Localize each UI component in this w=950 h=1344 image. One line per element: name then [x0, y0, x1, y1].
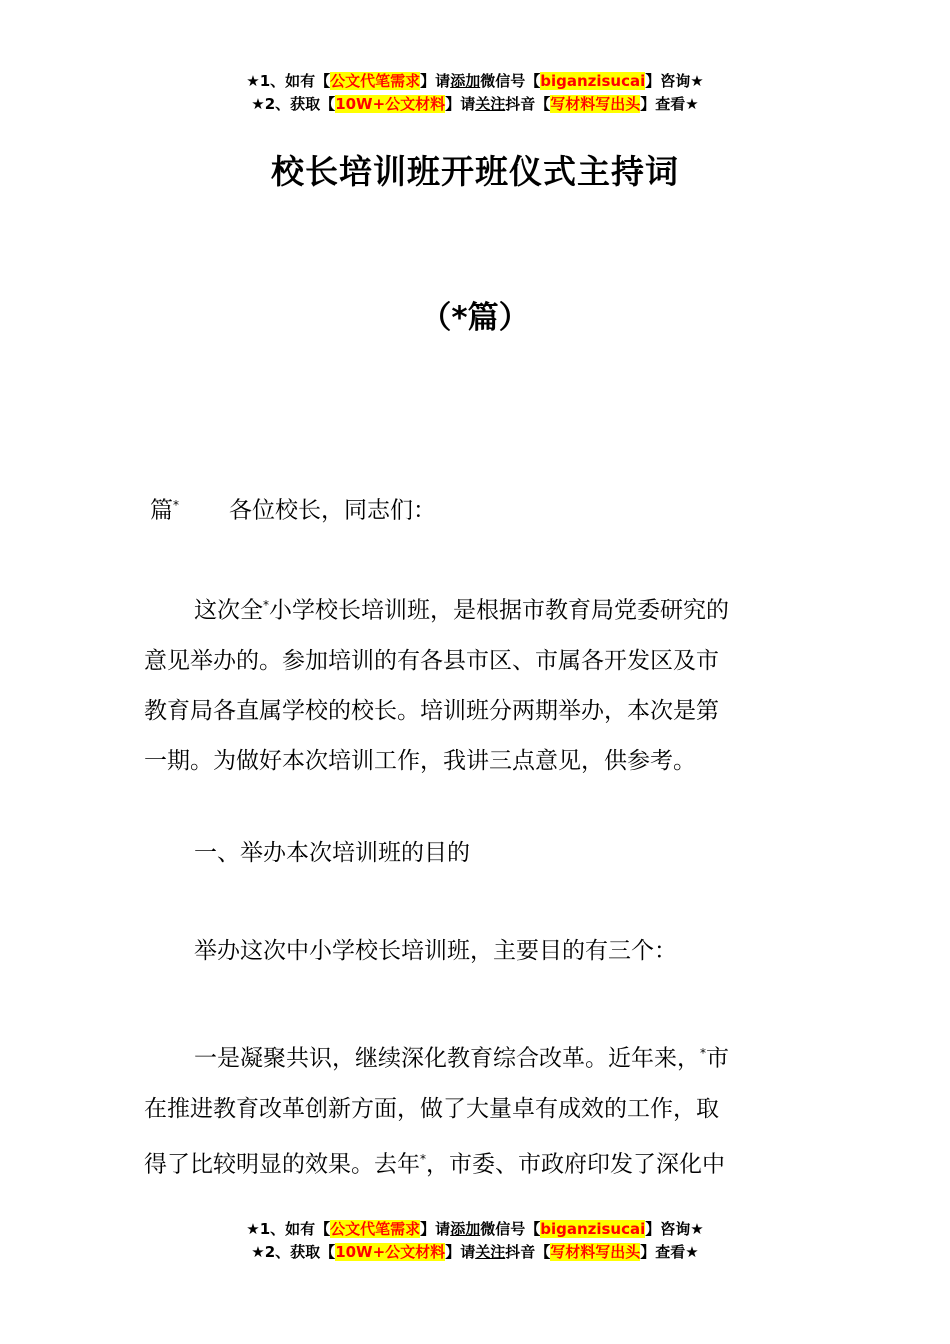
banner-line-1	[0, 70, 950, 93]
text-run: ，市委、市政府印发了深化中	[426, 1151, 725, 1178]
banner-text: 抖音【	[505, 1243, 551, 1261]
greeting-text: 各位校长，同志们：	[229, 497, 436, 524]
text-run: 小学校长培训班，是根据市教育局党委研究的	[269, 597, 729, 624]
document-title: 校长培训班开班仪式主持词	[271, 152, 679, 191]
text-run: 这次全	[194, 597, 263, 624]
banner-line-2	[0, 1241, 950, 1264]
banner-text: ★1、如有【	[246, 1220, 331, 1238]
banner-text: 】请	[445, 1243, 476, 1261]
banner-highlight: 公文代笔需求	[330, 72, 421, 90]
banner-text: 】请	[420, 72, 451, 90]
banner-text: ★2、获取【	[251, 95, 336, 113]
paragraph-line: 一期。为做好本次培训工作，我讲三点意见，供参考。	[144, 747, 696, 774]
banner-text: 抖音【	[505, 95, 551, 113]
paragraph-1	[144, 580, 808, 786]
star-mark: *	[263, 598, 269, 612]
paragraph-2: 举办这次中小学校长培训班，主要目的有三个：	[194, 938, 677, 964]
banner-wechat-id: biganzisucai	[540, 1220, 646, 1238]
top-banner	[0, 70, 950, 116]
banner-underlined: 关注	[475, 95, 506, 113]
greeting	[150, 480, 814, 536]
banner-text: 】查看★	[640, 95, 699, 113]
banner-highlight: 10W+公文材料	[335, 1243, 446, 1261]
banner-text: 】咨询★	[645, 1220, 704, 1238]
document-subtitle: （*篇）	[420, 300, 530, 336]
banner-highlight: 10W+公文材料	[335, 95, 446, 113]
banner-text: ★1、如有【	[246, 72, 331, 90]
banner-highlight: 公文代笔需求	[330, 1220, 421, 1238]
banner-text: 】请	[445, 95, 476, 113]
paragraph-line	[144, 1028, 808, 1084]
banner-douyin-id: 写材料写出头	[550, 95, 641, 113]
bottom-banner	[0, 1218, 950, 1264]
banner-underlined: 添加	[450, 72, 481, 90]
greeting-star: *	[173, 498, 179, 512]
paragraph-line	[144, 1134, 808, 1190]
banner-text: ★2、获取【	[251, 1243, 336, 1261]
star-mark: *	[420, 1151, 426, 1166]
banner-line-2	[0, 93, 950, 116]
paragraph-line	[144, 580, 808, 636]
paragraph-line: 意见举办的。参加培训的有各县市区、市属各开发区及市	[144, 647, 719, 674]
banner-text: 微信号【	[480, 1220, 541, 1238]
banner-douyin-id: 写材料写出头	[550, 1243, 641, 1261]
greeting-prefix: 篇	[150, 497, 173, 524]
banner-wechat-id: biganzisucai	[540, 72, 646, 90]
banner-underlined: 添加	[450, 1220, 481, 1238]
banner-line-1	[0, 1218, 950, 1241]
banner-text: 】请	[420, 1220, 451, 1238]
paragraph-3	[144, 1028, 808, 1189]
banner-underlined: 关注	[475, 1243, 506, 1261]
text-run: 一是凝聚共识，继续深化教育综合改革。近年来，	[194, 1045, 700, 1072]
star-mark: *	[700, 1046, 706, 1060]
banner-text: 】查看★	[640, 1243, 699, 1261]
text-run: 得了比较明显的效果。去年	[144, 1151, 420, 1178]
banner-text: 】咨询★	[645, 72, 704, 90]
paragraph-line: 在推进教育改革创新方面，做了大量卓有成效的工作，取	[144, 1095, 719, 1122]
banner-text: 微信号【	[480, 72, 541, 90]
paragraph-line: 教育局各直属学校的校长。培训班分两期举办，本次是第	[144, 697, 719, 724]
text-run: 市	[706, 1045, 729, 1072]
section-heading-1: 一、举办本次培训班的目的	[194, 840, 470, 866]
